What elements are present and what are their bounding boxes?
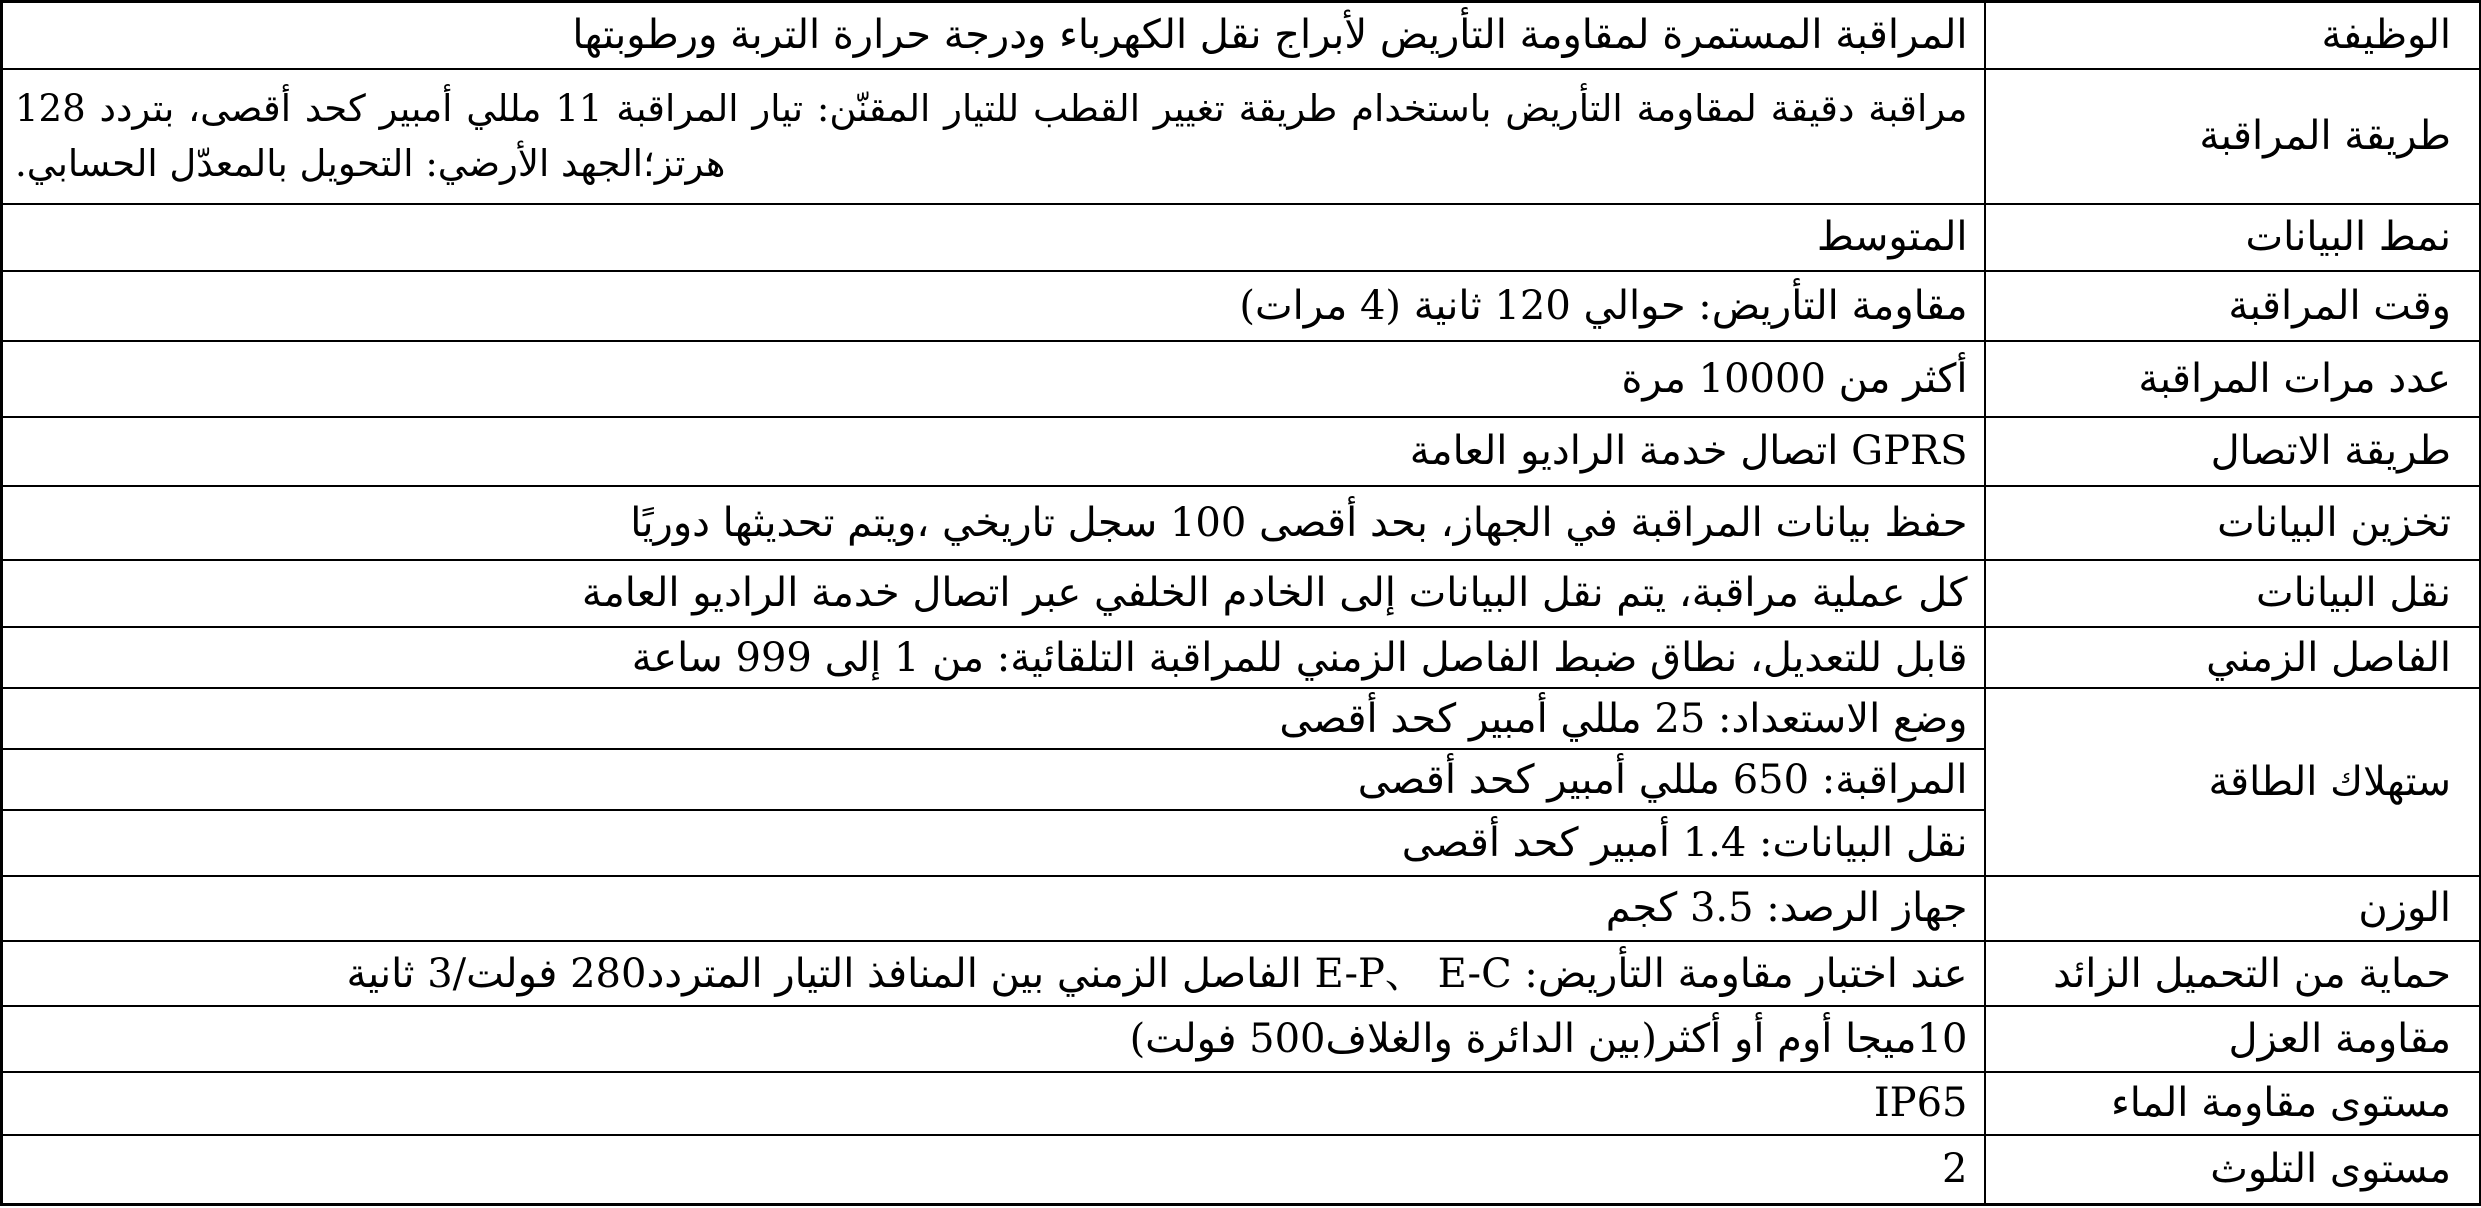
spec-row-data-transfer — [2, 560, 2481, 627]
spec-value-insulation: 10ميجا أوم أو أكثر(بين الدائرة والغلاف500 فولت) — [2, 1006, 1985, 1071]
spec-value-interval: قابل للتعديل، نطاق ضبط الفاصل الزمني للمراقبة التلقائية: من 1 إلى 999 ساعة — [2, 627, 1985, 688]
spec-value-power-standby: وضع الاستعداد: 25 مللي أمبير كحد أقصى — [2, 688, 1985, 749]
spec-label-monitor-count: عدد مرات المراقبة — [1985, 341, 2481, 417]
spec-label-weight: الوزن — [1985, 876, 2481, 941]
spec-label-function: الوظيفة — [1985, 2, 2481, 69]
spec-row-waterproof — [2, 1072, 2481, 1135]
spec-label-overload: حماية من التحميل الزائد — [1985, 941, 2481, 1006]
spec-value-weight: جهاز الرصد: 3.5 كجم — [2, 876, 1985, 941]
spec-label-insulation: مقاومة العزل — [1985, 1006, 2481, 1071]
spec-value-data-storage: حفظ بيانات المراقبة في الجهاز، بحد أقصى 100 سجل تاريخي ،ويتم تحديثها دوريًا — [2, 486, 1985, 560]
spec-row-overload — [2, 941, 2481, 1006]
spec-value-comm-method: GPRS اتصال خدمة الراديو العامة — [2, 417, 1985, 487]
spec-label-data-storage: تخزين البيانات — [1985, 486, 2481, 560]
spec-row-comm-method — [2, 417, 2481, 487]
spec-value-function: المراقبة المستمرة لمقاومة التأريض لأبراج نقل الكهرباء ودرجة حرارة التربة ورطوبتها — [2, 2, 1985, 69]
spec-value-overload: عند اختبار مقاومة التأريض: E-P、 E-C الفاصل الزمني بين المنافذ التيار المتردد280 فولت/3 ثانية — [2, 941, 1985, 1006]
spec-row-pollution — [2, 1135, 2481, 1205]
spec-value-waterproof: IP65 — [2, 1072, 1985, 1135]
spec-label-interval: الفاصل الزمني — [1985, 627, 2481, 688]
spec-row-insulation — [2, 1006, 2481, 1071]
spec-value-data-mode: المتوسط — [2, 204, 1985, 271]
spec-value-power-transfer: نقل البيانات: 1.4 أمبير كحد أقصى — [2, 810, 1985, 875]
spec-value-data-transfer: كل عملية مراقبة، يتم نقل البيانات إلى الخادم الخلفي عبر اتصال خدمة الراديو العامة — [2, 560, 1985, 627]
spec-value-method: مراقبة دقيقة لمقاومة التأريض باستخدام طريقة تغيير القطب للتيار المقنّن: تيار المراقبة 11 مللي أمبير كحد أقصى، بتردد 128 هرتز؛الجهد الأرضي: التحويل بالمعدّل الحسابي. — [2, 69, 1985, 204]
spec-value-monitor-count: أكثر من 10000 مرة — [2, 341, 1985, 417]
spec-row-data-mode — [2, 204, 2481, 271]
spec-row-function — [2, 2, 2481, 69]
spec-label-data-mode: نمط البيانات — [1985, 204, 2481, 271]
spec-value-pollution: 2 — [2, 1135, 1985, 1205]
spec-row-monitor-count — [2, 341, 2481, 417]
spec-row-weight — [2, 876, 2481, 941]
spec-value-power-monitoring: المراقبة: 650 مللي أمبير كحد أقصى — [2, 749, 1985, 810]
spec-label-comm-method: طريقة الاتصال — [1985, 417, 2481, 487]
spec-label-power: ستهلاك الطاقة — [1985, 688, 2481, 875]
spec-label-monitor-time: وقت المراقبة — [1985, 271, 2481, 341]
spec-label-pollution: مستوى التلوث — [1985, 1135, 2481, 1205]
spec-row-method — [2, 69, 2481, 204]
spec-row-power-standby — [2, 688, 2481, 749]
spec-value-monitor-time: مقاومة التأريض: حوالي 120 ثانية (4 مرات) — [2, 271, 1985, 341]
spec-label-method: طريقة المراقبة — [1985, 69, 2481, 204]
spec-label-waterproof: مستوى مقاومة الماء — [1985, 1072, 2481, 1135]
spec-row-data-storage — [2, 486, 2481, 560]
spec-row-monitor-time — [2, 271, 2481, 341]
spec-label-data-transfer: نقل البيانات — [1985, 560, 2481, 627]
spec-row-interval — [2, 627, 2481, 688]
